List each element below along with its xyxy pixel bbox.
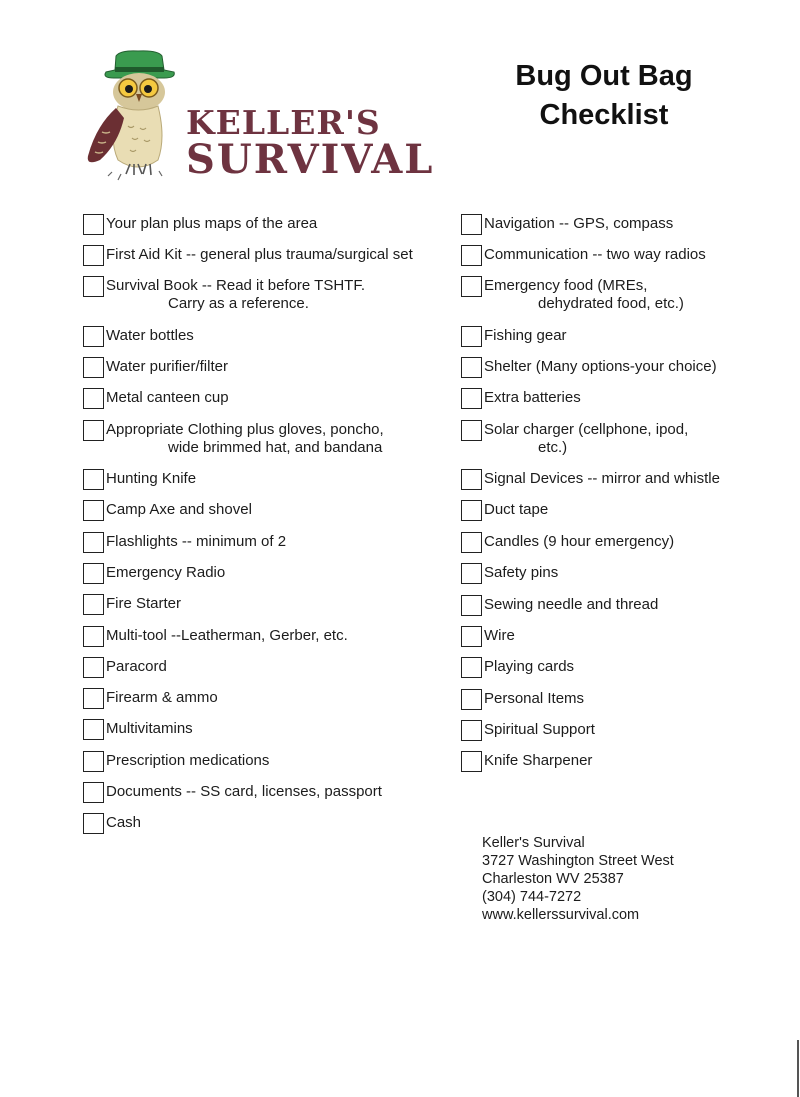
checkbox[interactable]: [461, 626, 482, 647]
checklist-item[interactable]: [83, 658, 167, 678]
checklist-item[interactable]: [83, 389, 229, 409]
checkbox[interactable]: [83, 500, 104, 521]
item-label: Camp Axe and shovel: [106, 501, 252, 518]
item-label: Personal Items: [484, 690, 585, 707]
checklist-item[interactable]: [83, 689, 218, 709]
address-phone: (304) 744-7272: [482, 889, 582, 905]
checklist-item[interactable]: [461, 327, 567, 347]
item-label: Wire: [484, 627, 515, 644]
item-label: Metal canteen cup: [106, 389, 229, 406]
checkbox[interactable]: [83, 420, 104, 441]
checkbox[interactable]: [461, 500, 482, 521]
company-logo: [78, 48, 435, 184]
checklist-item[interactable]: [83, 720, 193, 740]
checkbox[interactable]: [83, 245, 104, 266]
checklist-item[interactable]: [461, 389, 581, 409]
address-website: www.kellerssurvival.com: [482, 907, 640, 923]
item-label: Flashlights -- minimum of 2: [106, 533, 287, 550]
checkbox[interactable]: [83, 388, 104, 409]
checklist-item[interactable]: [83, 327, 194, 347]
item-label: Fishing gear: [484, 327, 567, 344]
checkbox[interactable]: [461, 357, 482, 378]
brand-line-2: SURVIVAL: [186, 136, 435, 183]
checkbox[interactable]: [83, 688, 104, 709]
checkbox[interactable]: [461, 276, 482, 297]
checklist-item[interactable]: [83, 533, 286, 553]
checkbox[interactable]: [461, 563, 482, 584]
checklist-item[interactable]: [461, 246, 706, 266]
checkbox[interactable]: [461, 214, 482, 235]
item-label: Shelter (Many options-your choice): [484, 358, 717, 375]
item-label: Documents -- SS card, licenses, passport: [106, 783, 382, 800]
item-label: Navigation -- GPS, compass: [484, 215, 674, 232]
checkbox[interactable]: [83, 214, 104, 235]
brand-wordmark: [186, 103, 435, 183]
checklist-item[interactable]: [461, 690, 584, 710]
checklist-item[interactable]: [83, 595, 181, 615]
checklist-item[interactable]: [83, 277, 365, 313]
checklist-item[interactable]: [83, 783, 382, 803]
item-label: First Aid Kit -- general plus trauma/surgical set: [106, 246, 413, 263]
checklist-item[interactable]: [461, 277, 684, 313]
checkbox[interactable]: [83, 782, 104, 803]
checklist-item[interactable]: [83, 246, 413, 266]
checklist-item[interactable]: [461, 721, 595, 741]
brand-line-1: KELLER'S: [186, 103, 381, 142]
checklist-item[interactable]: [83, 564, 225, 584]
item-label: Appropriate Clothing plus gloves, poncho, wide brimmed hat, and bandana: [106, 421, 384, 456]
checklist-item[interactable]: [461, 752, 592, 772]
item-label: Playing cards: [484, 658, 575, 675]
checkbox[interactable]: [83, 276, 104, 297]
item-label: Communication -- two way radios: [484, 246, 706, 263]
checklist-item[interactable]: [83, 421, 384, 457]
item-label: Signal Devices -- mirror and whistle: [484, 470, 720, 487]
checkbox[interactable]: [83, 357, 104, 378]
checklist-item[interactable]: [461, 215, 673, 235]
item-label: Spiritual Support: [484, 721, 595, 738]
checklist-item[interactable]: [461, 501, 548, 521]
item-label: Fire Starter: [106, 595, 182, 612]
checklist-item[interactable]: [461, 421, 688, 457]
item-label: Survival Book -- Read it before TSHTF. Carry as a reference.: [106, 277, 365, 312]
checkbox[interactable]: [461, 720, 482, 741]
item-label: Sewing needle and thread: [484, 596, 659, 613]
checklist-item[interactable]: [83, 215, 317, 235]
checkbox[interactable]: [83, 719, 104, 740]
checklist-item[interactable]: [83, 470, 196, 490]
checkbox[interactable]: [461, 657, 482, 678]
item-label: Your plan plus maps of the area: [106, 215, 318, 232]
checklist-item[interactable]: [83, 752, 269, 772]
title-line-1: Bug Out Bag: [515, 60, 693, 92]
item-label: Duct tape: [484, 501, 549, 518]
checkbox[interactable]: [83, 532, 104, 553]
item-label: Cash: [106, 814, 142, 831]
checkbox[interactable]: [461, 751, 482, 772]
checklist-item[interactable]: [461, 470, 720, 490]
checkbox[interactable]: [461, 689, 482, 710]
checkbox[interactable]: [83, 657, 104, 678]
item-label: Emergency food (MREs, dehydrated food, etc.): [484, 277, 684, 312]
checkbox[interactable]: [461, 420, 482, 441]
checkbox[interactable]: [83, 626, 104, 647]
item-label: Prescription medications: [106, 752, 270, 769]
checkbox[interactable]: [83, 751, 104, 772]
item-label: Paracord: [106, 658, 167, 675]
checklist-item[interactable]: [461, 658, 574, 678]
owl-mascot-icon: [78, 48, 188, 184]
checkbox[interactable]: [461, 532, 482, 553]
checklist-item[interactable]: [83, 501, 252, 521]
title-line-2: Checklist: [539, 99, 669, 131]
checklist-item[interactable]: [461, 564, 558, 584]
item-label: Knife Sharpener: [484, 752, 593, 769]
item-label: Emergency Radio: [106, 564, 226, 581]
checklist-item[interactable]: [461, 358, 717, 378]
checklist-item[interactable]: [461, 596, 658, 616]
checkbox[interactable]: [461, 595, 482, 616]
company-address: [482, 834, 674, 924]
checklist-item[interactable]: [83, 358, 228, 378]
address-city: Charleston WV 25387: [482, 871, 624, 887]
checkbox[interactable]: [461, 326, 482, 347]
checkbox[interactable]: [83, 563, 104, 584]
item-label: Multi-tool --Leatherman, Gerber, etc.: [106, 627, 348, 644]
item-label: Water bottles: [106, 327, 194, 344]
checkbox[interactable]: [83, 326, 104, 347]
checklist-item[interactable]: [461, 627, 515, 647]
address-street: 3727 Washington Street West: [482, 853, 674, 869]
checklist-item[interactable]: [461, 533, 674, 553]
item-label: Solar charger (cellphone, ipod, etc.): [484, 421, 689, 456]
item-label: Hunting Knife: [106, 470, 197, 487]
item-label: Multivitamins: [106, 720, 193, 737]
address-name: Keller's Survival: [482, 835, 585, 851]
checklist-item[interactable]: [83, 814, 141, 834]
checkbox[interactable]: [461, 245, 482, 266]
checkbox[interactable]: [83, 469, 104, 490]
checkbox[interactable]: [83, 813, 104, 834]
checkbox[interactable]: [461, 388, 482, 409]
item-label: Extra batteries: [484, 389, 581, 406]
item-label: Water purifier/filter: [106, 358, 228, 375]
scan-edge-line: [797, 1040, 799, 1097]
checkbox[interactable]: [461, 469, 482, 490]
item-label: Candles (9 hour emergency): [484, 533, 675, 550]
page-title: [474, 57, 734, 135]
item-label: Safety pins: [484, 564, 559, 581]
checklist-item[interactable]: [83, 627, 348, 647]
item-label: Firearm & ammo: [106, 689, 218, 706]
checkbox[interactable]: [83, 594, 104, 615]
